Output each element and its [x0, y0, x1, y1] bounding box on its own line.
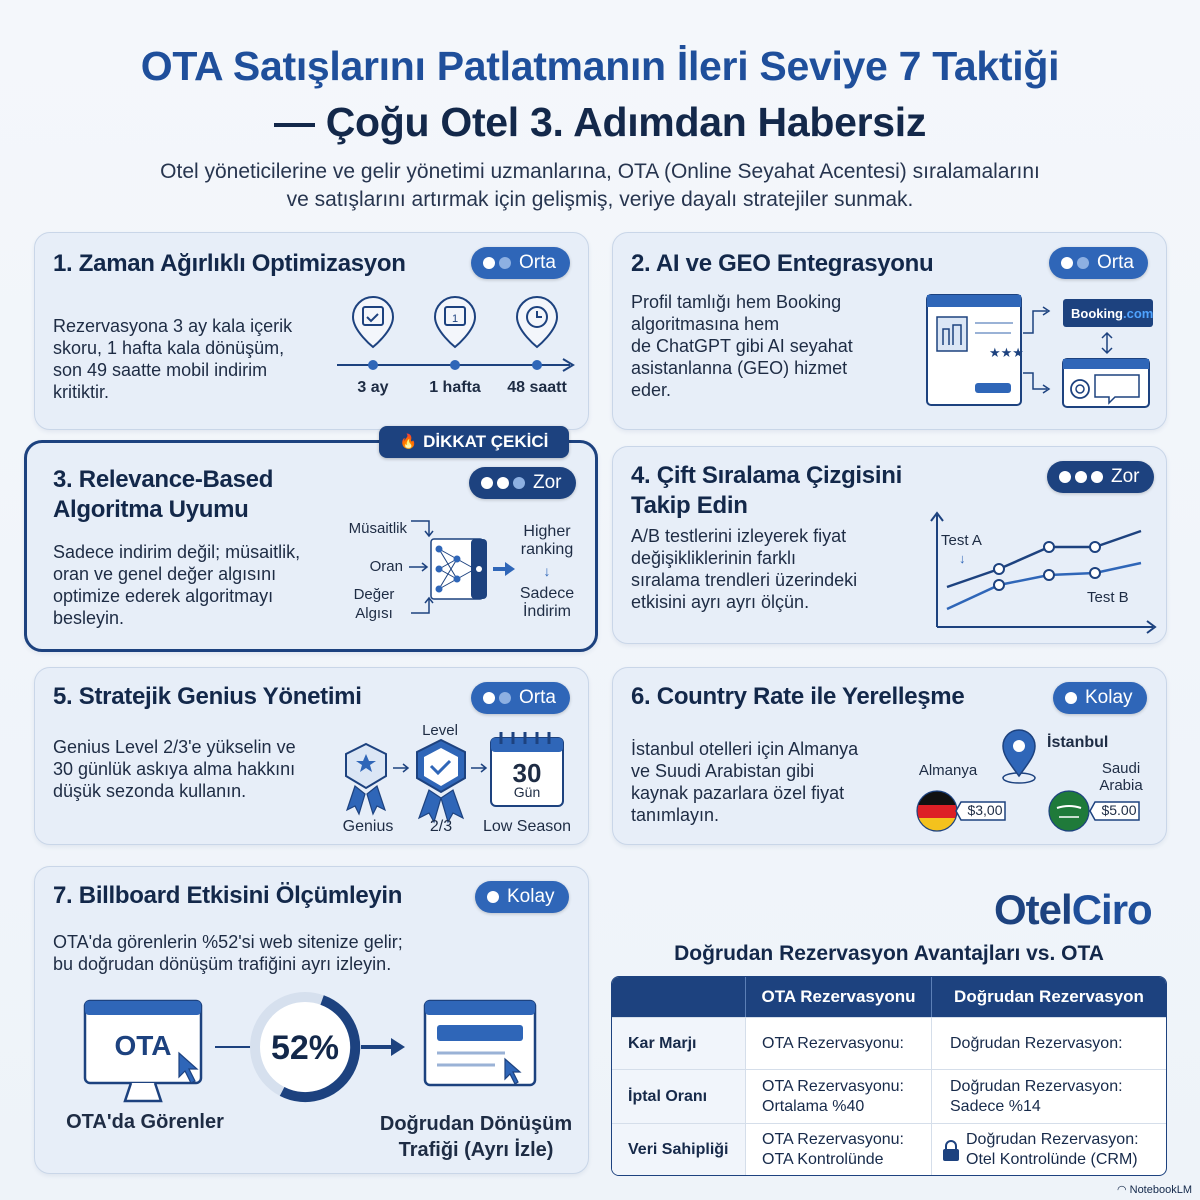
- page-subtitle: [60, 158, 1140, 214]
- attention-ribbon: [379, 426, 569, 458]
- fire-icon: 🔥: [399, 434, 418, 450]
- localization-graphic: [613, 668, 1168, 846]
- clock-icon: [517, 297, 557, 347]
- city-label: İstanbul: [1047, 734, 1109, 751]
- card-text: İstanbul otelleri için Almanya ve Suudi Arabistan gibi kaynak pazarlara özel fiyat tanımlayın.: [631, 739, 859, 825]
- level-label: Level: [422, 722, 458, 739]
- title-line-2: Algoritma Uyumu: [53, 496, 249, 523]
- timeline-label-1-week: 1 hafta: [429, 379, 481, 396]
- card-billboard: [34, 866, 589, 1174]
- card-title: 6. Country Rate ile Yerelleşme: [631, 683, 965, 710]
- label-low-season: Low Season: [482, 818, 572, 835]
- card-relevance: [24, 440, 598, 652]
- title-line-1: 3. Relevance-Based: [53, 466, 274, 493]
- caption-direct-traffic: Doğrudan Dönüşüm Trafiği (Ayrı İzle): [379, 1113, 573, 1161]
- badge-label: Orta: [1097, 252, 1134, 273]
- card-text: Genius Level 2/3'e yükselin ve 30 günlük askıya alma hakkını düşük sezonda kullanın.: [53, 737, 296, 801]
- card-title: 1. Zaman Ağırlıklı Optimizasyon: [53, 250, 406, 277]
- calendar-unit: Gün: [513, 784, 541, 800]
- calendar-number: 30: [512, 758, 542, 788]
- table-row: Veri Sahipliği OTA Rezervasyonu: OTA Kontrolünde Doğrudan Rezervasyon: Otel Kontrolünde (CRM): [612, 1123, 1166, 1175]
- card-time-weighted: [34, 232, 589, 430]
- ribbon-label: DİKKAT ÇEKİCİ: [423, 432, 549, 451]
- title-line-1: OTA Satışlarını Patlatmanın İleri Seviye 7 Taktiği: [140, 43, 1060, 89]
- germany-flag-icon: [917, 791, 957, 832]
- badge-label: Kolay: [1085, 687, 1133, 708]
- footer-credit-label: NotebookLM: [1129, 1183, 1192, 1196]
- input-label-value: Değer: [353, 586, 395, 603]
- card-text: OTA'da görenlerin %52'si web sitenize gelir; bu doğrudan dönüşüm trafiğini ayrı izleyin.: [53, 932, 403, 974]
- card-title: 7. Billboard Etkisini Ölçümleyin: [53, 882, 403, 909]
- badge-label: Kolay: [507, 886, 555, 907]
- badge-label: Orta: [519, 252, 556, 273]
- header-ota: OTA Rezervasyonu: [746, 977, 932, 1017]
- table-row: Kar Marjı OTA Rezervasyonu: Doğrudan Rezervasyon:: [612, 1017, 1166, 1069]
- card-dual-ranking: [612, 446, 1167, 644]
- title-line-2: — Çoğu Otel 3. Adımdan Habersiz: [273, 99, 927, 145]
- header-direct: Doğrudan Rezervasyon: [954, 987, 1144, 1006]
- test-a-arrow-icon: ↓: [959, 551, 966, 566]
- price-right: $5.00: [1101, 802, 1137, 818]
- booking-logo-text: Booking: [1071, 306, 1123, 321]
- svg-text:Booking.com: [1071, 306, 1153, 321]
- country-right-label: Saudi Arabia: [1099, 760, 1143, 794]
- lock-icon: [942, 1139, 960, 1161]
- card-title: 2. AI ve GEO Entegrasyonu: [631, 250, 934, 277]
- card-text: A/B testlerini izleyerek fiyat değişikliklerinin farklı sıralama trendleri üzerindeki etkisini ayrı ayrı ölçün.: [631, 526, 858, 612]
- notebooklm-icon: ◠: [1117, 1183, 1127, 1196]
- card-text: Profil tamlığı hem Booking algoritmasına hem de ChatGPT gibi AI seyahat asistanlanna (GEO) hizmet eder.: [631, 292, 853, 400]
- svg-text:1: 1: [451, 313, 459, 325]
- rating-stars: ★★★: [989, 346, 1024, 361]
- ota-screen-label: OTA: [114, 1030, 172, 1061]
- timeline-graphic: [35, 233, 590, 431]
- card-country-rate: [612, 667, 1167, 845]
- output-discount-only: Sadece İndirim: [519, 585, 575, 620]
- card-text: Sadece indirim değil; müsaitlik, oran ve genel değer algısını optimize ederek algoritmayı besleyin.: [53, 542, 301, 628]
- card-text: Rezervasyona 3 ay kala içerik skoru, 1 hafta kala dönüşüm, son 49 saatte mobil indirim kritiktir.: [53, 316, 293, 402]
- table-row: İptal Oranı OTA Rezervasyonu: Ortalama %40 Doğrudan Rezervasyon: Sadece %14: [612, 1069, 1166, 1123]
- badge-label: Zor: [533, 472, 562, 493]
- calendar-day-icon: [435, 297, 475, 347]
- right-arrow-icon: [391, 1038, 405, 1056]
- test-a-label: Test A: [941, 532, 982, 549]
- subtitle-line-1: Otel yöneticilerine ve gelir yönetimi uzmanlarına, OTA (Online Seyahat Acentesi) sıralamalarını: [160, 160, 1040, 183]
- calendar-check-icon: [353, 271, 393, 347]
- test-b-label: Test B: [1087, 589, 1129, 606]
- chatgpt-window-icon: [1063, 359, 1149, 407]
- card-ai-geo: [612, 232, 1167, 430]
- caption-ota-viewers: OTA'da Görenler: [66, 1111, 224, 1133]
- table-header: [612, 977, 1166, 1017]
- comparison-table-title: Doğrudan Rezervasyon Avantajları vs. OTA: [674, 942, 1104, 965]
- price-left: $3,00: [967, 802, 1003, 818]
- brand-logo: [994, 886, 1152, 934]
- country-left-label: Almanya: [918, 762, 978, 779]
- badge-label: Orta: [519, 687, 556, 708]
- timeline-label-48-hours: 48 saatt: [507, 379, 567, 396]
- label-genius: Genius: [342, 818, 394, 835]
- card-title: 5. Stratejik Genius Yönetimi: [53, 683, 362, 710]
- title-line-2: Takip Edin: [631, 492, 748, 519]
- brand-suffix: Ciro: [1071, 886, 1152, 933]
- input-label-perception: Algısı: [355, 605, 393, 622]
- genius-star-badge-icon: [346, 744, 386, 814]
- badge-label: Zor: [1111, 466, 1140, 487]
- location-pin-icon: [1003, 730, 1035, 783]
- subtitle-line-2: ve satışlarını artırmak için gelişmiş, veriye dayalı stratejiler sunmak.: [286, 188, 914, 211]
- comparison-table: [611, 976, 1167, 1176]
- footer-credit: [1117, 1183, 1192, 1196]
- card-genius: [34, 667, 589, 845]
- saudi-flag-icon: [1049, 791, 1089, 831]
- percent-value: 52%: [270, 1029, 340, 1067]
- down-arrow-icon: ↓: [543, 563, 551, 579]
- input-label-availability: Müsaitlik: [348, 520, 407, 537]
- output-higher-ranking: Higher ranking: [520, 523, 574, 558]
- dual-line-graphic: [613, 447, 1168, 645]
- genius-level-badge-icon: [417, 740, 465, 822]
- integration-graphic: [613, 233, 1168, 431]
- timeline-label-3-months: 3 ay: [357, 379, 389, 396]
- page-title: [0, 38, 1200, 150]
- title-line-1: 4. Çift Sıralama Çizgisini: [631, 462, 902, 489]
- brand-prefix: Otel: [994, 886, 1072, 933]
- input-label-rate: Oran: [369, 558, 403, 575]
- booking-logo-suffix: .com: [1123, 306, 1154, 321]
- website-window-icon: [425, 1001, 535, 1085]
- label-level-2-3: 2/3: [429, 818, 453, 835]
